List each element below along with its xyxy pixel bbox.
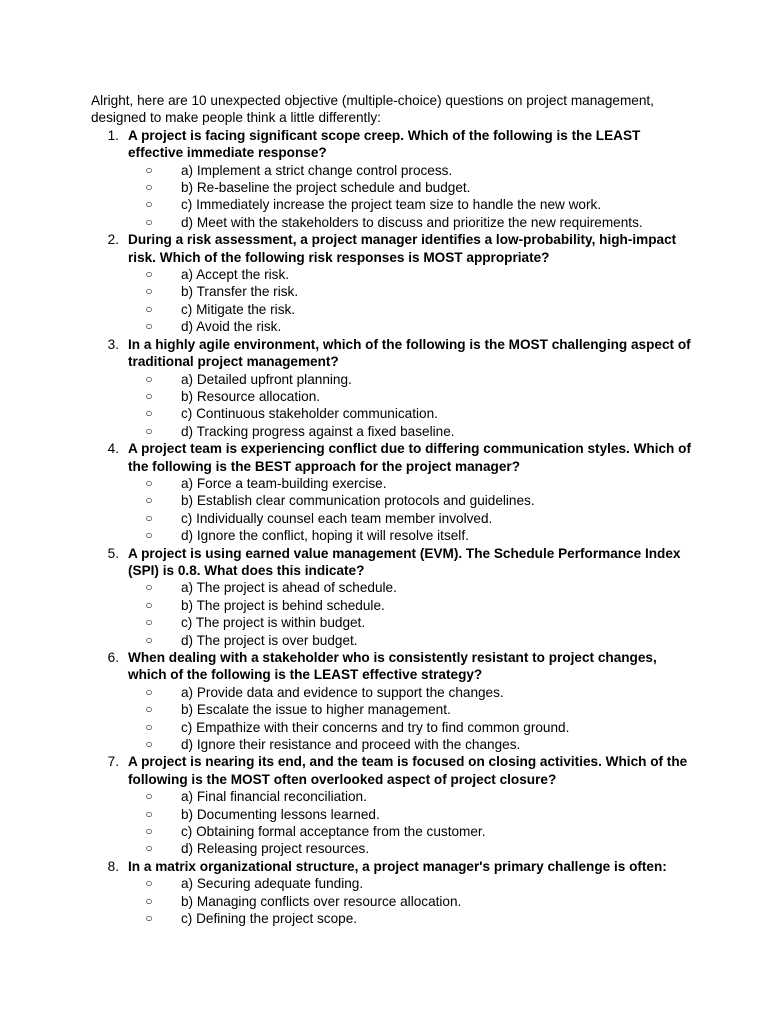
option-text: b) Resource allocation. — [181, 388, 321, 404]
answer-option — [128, 179, 691, 196]
hollow-circle-bullet-icon: ○ — [145, 319, 153, 334]
question-number: 7. — [107, 754, 119, 770]
answer-option — [128, 614, 691, 631]
hollow-circle-bullet-icon: ○ — [145, 893, 153, 908]
answer-option — [128, 388, 691, 405]
option-text: d) Ignore their resistance and proceed with the changes. — [181, 737, 521, 753]
hollow-circle-bullet-icon: ○ — [145, 737, 153, 752]
option-list — [128, 475, 691, 545]
question-number: 4. — [107, 441, 119, 457]
answer-option — [128, 475, 691, 492]
option-text: b) Documenting lessons learned. — [181, 806, 380, 822]
option-text: a) Accept the risk. — [181, 267, 290, 283]
answer-option — [128, 283, 691, 300]
option-text: c) Empathize with their concerns and try to find common ground. — [181, 719, 570, 735]
answer-option — [128, 371, 691, 388]
option-text: c) Mitigate the risk. — [181, 301, 296, 317]
question-number: 3. — [107, 336, 119, 352]
answer-option — [128, 579, 691, 596]
answer-option — [128, 910, 691, 927]
answer-option — [128, 719, 691, 736]
option-text: d) Meet with the stakeholders to discuss and prioritize the new requirements. — [181, 214, 643, 230]
option-text: c) Defining the project scope. — [181, 911, 358, 927]
hollow-circle-bullet-icon: ○ — [145, 684, 153, 699]
question-number: 1. — [107, 127, 119, 143]
option-list — [128, 788, 691, 858]
option-text: d) Ignore the conflict, hoping it will resolve itself. — [181, 528, 469, 544]
option-list — [128, 579, 691, 649]
option-text: c) The project is within budget. — [181, 615, 366, 631]
answer-option — [128, 423, 691, 440]
question-item — [91, 545, 691, 649]
hollow-circle-bullet-icon: ○ — [145, 180, 153, 195]
answer-option — [128, 893, 691, 910]
answer-option — [128, 840, 691, 857]
answer-option — [128, 701, 691, 718]
hollow-circle-bullet-icon: ○ — [145, 214, 153, 229]
option-text: c) Immediately increase the project team size to handle the new work. — [181, 197, 602, 213]
option-text: a) Implement a strict change control process. — [181, 162, 453, 178]
hollow-circle-bullet-icon: ○ — [145, 493, 153, 508]
answer-option — [128, 301, 691, 318]
option-text: c) Obtaining formal acceptance from the customer. — [181, 824, 486, 840]
hollow-circle-bullet-icon: ○ — [145, 841, 153, 856]
hollow-circle-bullet-icon: ○ — [145, 528, 153, 543]
answer-option — [128, 806, 691, 823]
question-list — [91, 127, 691, 928]
option-list — [128, 371, 691, 441]
hollow-circle-bullet-icon: ○ — [145, 423, 153, 438]
option-text: a) Provide data and evidence to support the changes. — [181, 684, 504, 700]
question-number: 6. — [107, 650, 119, 665]
option-text: b) Re-baseline the project schedule and budget. — [181, 180, 471, 196]
hollow-circle-bullet-icon: ○ — [145, 824, 153, 839]
option-text: b) Establish clear communication protocols and guidelines. — [181, 493, 535, 509]
option-text: d) Tracking progress against a fixed baseline. — [181, 423, 455, 439]
option-text: a) Detailed upfront planning. — [181, 371, 352, 387]
option-list — [128, 875, 691, 927]
question-number: 5. — [107, 545, 119, 561]
answer-option — [128, 405, 691, 422]
option-text: c) Continuous stakeholder communication. — [181, 406, 438, 422]
option-list — [128, 684, 691, 754]
question-item — [91, 753, 691, 857]
option-text: b) Escalate the issue to higher management. — [181, 702, 451, 718]
intro-paragraph: Alright, here are 10 unexpected objective (multiple-choice) questions on project management, designed to make people think a little differently: — [91, 93, 654, 126]
question-text: In a matrix organizational structure, a project manager's primary challenge is often: — [128, 858, 667, 874]
answer-option — [128, 214, 691, 231]
option-text: a) Force a team-building exercise. — [181, 475, 387, 491]
option-text: a) The project is ahead of schedule. — [181, 580, 397, 596]
question-text: A project is facing significant scope creep. Which of the following is the LEAST effective immediate response? — [128, 127, 641, 161]
question-text: When dealing with a stakeholder who is consistently resistant to project changes, which of the following is the LEAST effective strategy? — [128, 650, 657, 683]
option-text: b) The project is behind schedule. — [181, 597, 385, 613]
hollow-circle-bullet-icon: ○ — [145, 632, 153, 647]
option-text: b) Transfer the risk. — [181, 284, 299, 300]
answer-option — [128, 875, 691, 892]
question-item — [91, 649, 691, 753]
question-text: A project team is experiencing conflict due to differing communication styles. Which of the following is the BEST approach for the project manager? — [128, 441, 691, 474]
hollow-circle-bullet-icon: ○ — [145, 301, 153, 316]
answer-option — [128, 510, 691, 527]
option-text: d) Releasing project resources. — [181, 841, 370, 857]
hollow-circle-bullet-icon: ○ — [145, 197, 153, 212]
hollow-circle-bullet-icon: ○ — [145, 911, 153, 926]
answer-option — [128, 632, 691, 649]
question-text: In a highly agile environment, which of the following is the MOST challenging aspect of traditional project management? — [128, 336, 691, 370]
hollow-circle-bullet-icon: ○ — [145, 876, 153, 891]
hollow-circle-bullet-icon: ○ — [145, 702, 153, 717]
question-text: A project is using earned value management (EVM). The Schedule Performance Index (SPI) is 0.8. What does this indicate? — [128, 545, 681, 578]
answer-option — [128, 196, 691, 213]
option-text: d) Avoid the risk. — [181, 319, 282, 335]
hollow-circle-bullet-icon: ○ — [145, 406, 153, 421]
answer-option — [128, 318, 691, 335]
question-item — [91, 336, 691, 440]
question-item — [91, 440, 691, 544]
option-text: c) Individually counsel each team member involved. — [181, 510, 493, 526]
question-text: During a risk assessment, a project manager identifies a low-probability, high-impact risk. Which of the following risk responses is MOST appropriate? — [128, 232, 677, 265]
answer-option — [128, 162, 691, 179]
hollow-circle-bullet-icon: ○ — [145, 580, 153, 595]
answer-option — [128, 266, 691, 283]
hollow-circle-bullet-icon: ○ — [145, 475, 153, 490]
hollow-circle-bullet-icon: ○ — [145, 162, 153, 177]
hollow-circle-bullet-icon: ○ — [145, 371, 153, 386]
answer-option — [128, 597, 691, 614]
hollow-circle-bullet-icon: ○ — [145, 719, 153, 734]
hollow-circle-bullet-icon: ○ — [145, 284, 153, 299]
hollow-circle-bullet-icon: ○ — [145, 388, 153, 403]
option-text: a) Securing adequate funding. — [181, 876, 364, 892]
option-text: a) Final financial reconciliation. — [181, 789, 367, 805]
question-number: 2. — [107, 232, 119, 248]
question-item — [91, 127, 691, 231]
hollow-circle-bullet-icon: ○ — [145, 597, 153, 612]
answer-option — [128, 736, 691, 753]
answer-option — [128, 684, 691, 701]
answer-option — [128, 492, 691, 509]
hollow-circle-bullet-icon: ○ — [145, 806, 153, 821]
hollow-circle-bullet-icon: ○ — [145, 267, 153, 282]
hollow-circle-bullet-icon: ○ — [145, 510, 153, 525]
option-list — [128, 162, 691, 232]
hollow-circle-bullet-icon: ○ — [145, 615, 153, 630]
option-text: d) The project is over budget. — [181, 632, 358, 648]
option-list — [128, 266, 691, 336]
answer-option — [128, 823, 691, 840]
answer-option — [128, 527, 691, 544]
question-item — [91, 858, 691, 928]
document-content — [91, 92, 691, 928]
question-number: 8. — [107, 858, 119, 874]
question-item — [91, 231, 691, 335]
hollow-circle-bullet-icon: ○ — [145, 789, 153, 804]
answer-option — [128, 788, 691, 805]
option-text: b) Managing conflicts over resource allocation. — [181, 893, 462, 909]
question-text: A project is nearing its end, and the team is focused on closing activities. Which of the following is the MOST often overlooked aspect of project closure? — [128, 754, 688, 787]
